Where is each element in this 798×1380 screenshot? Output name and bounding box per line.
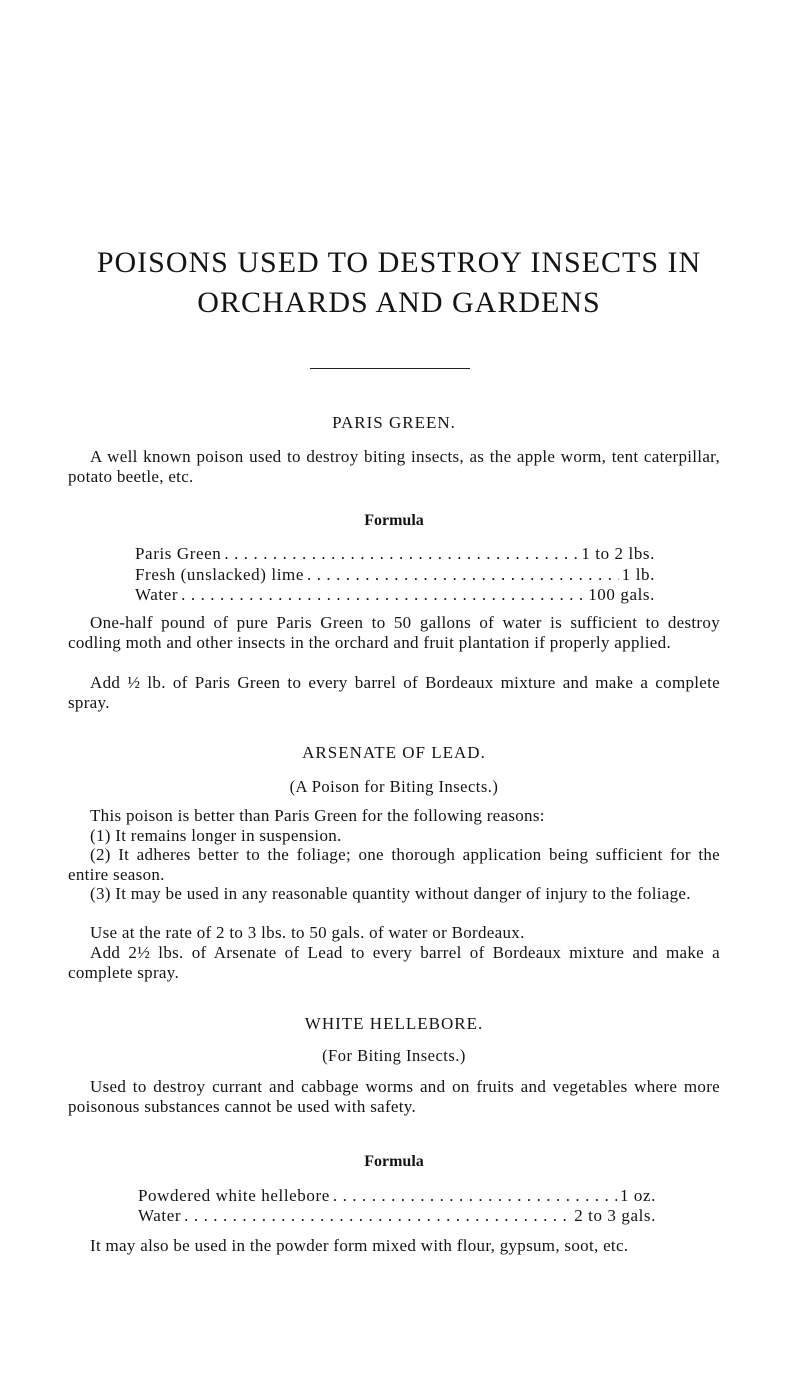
formula-item: Paris Green [135,544,222,563]
leader-dots [224,544,578,564]
title-line-1: POISONS USED TO DESTROY INSECTS IN [96,246,702,279]
formula-row [138,1206,656,1226]
formula-amount: 1 to 2 lbs. [581,544,655,563]
paris-green-paragraph-1: One-half pound of pure Paris Green to 50 gallons of water is sufficient to destroy codling moth and other insects in the orchard and fruit plantation if properly applied. [68,613,720,652]
arsenate-reason-2: (2) It adheres better to the foliage; one thorough application being sufficient for the entire season. [68,845,720,884]
leader-dots [181,585,585,605]
title-line-2: ORCHARDS AND GARDENS [197,286,601,319]
arsenate-intro: This poison is better than Paris Green for the following reasons: [90,806,545,825]
arsenate-heading: ARSENATE OF LEAD. [302,743,486,762]
hellebore-heading: WHITE HELLEBORE. [304,1014,484,1033]
paris-green-intro: A well known poison used to destroy biting insects, as the apple worm, tent caterpillar, potato beetle, etc. [68,447,720,486]
formula-item: Water [138,1206,182,1225]
arsenate-add: Add 2½ lbs. of Arsenate of Lead to every barrel of Bordeaux mixture and make a complete spray. [68,943,720,982]
formula-amount: 100 gals. [588,585,655,604]
arsenate-reason-3: (3) It may be used in any reasonable quantity without danger of injury to the foliage. [90,884,691,903]
leader-dots [307,565,619,585]
arsenate-use-rate: Use at the rate of 2 to 3 lbs. to 50 gals. of water or Bordeaux. [90,923,525,942]
paris-green-formula-heading: Formula [364,512,424,529]
formula-item: Fresh (unslacked) lime [135,565,304,584]
paris-green-heading: PARIS GREEN. [332,413,456,432]
leader-dots [184,1206,571,1226]
hellebore-formula-heading: Formula [364,1153,424,1170]
formula-item: Powdered white hellebore [138,1186,330,1205]
paris-green-paragraph-2: Add ½ lb. of Paris Green to every barrel of Bordeaux mixture and make a complete spray. [68,673,720,712]
formula-amount: 1 oz. [619,1186,656,1205]
formula-amount: 1 lb. [621,565,655,584]
hellebore-subheading: (For Biting Insects.) [322,1046,466,1065]
formula-item: Water [135,585,179,604]
formula-amount: 2 to 3 gals. [574,1206,656,1225]
arsenate-subheading: (A Poison for Biting Insects.) [289,777,499,796]
arsenate-reason-1: (1) It remains longer in suspension. [90,826,342,845]
page-title [40,243,758,323]
leader-dots [333,1186,617,1206]
hellebore-outro: It may also be used in the powder form mixed with flour, gypsum, soot, etc. [90,1236,629,1255]
formula-row [135,544,655,564]
formula-row [135,585,655,605]
hellebore-intro: Used to destroy currant and cabbage worms and on fruits and vegetables where more poisonous substances cannot be used with safety. [68,1077,720,1116]
title-divider [310,368,470,369]
formula-row [138,1186,656,1206]
formula-row [135,565,655,585]
